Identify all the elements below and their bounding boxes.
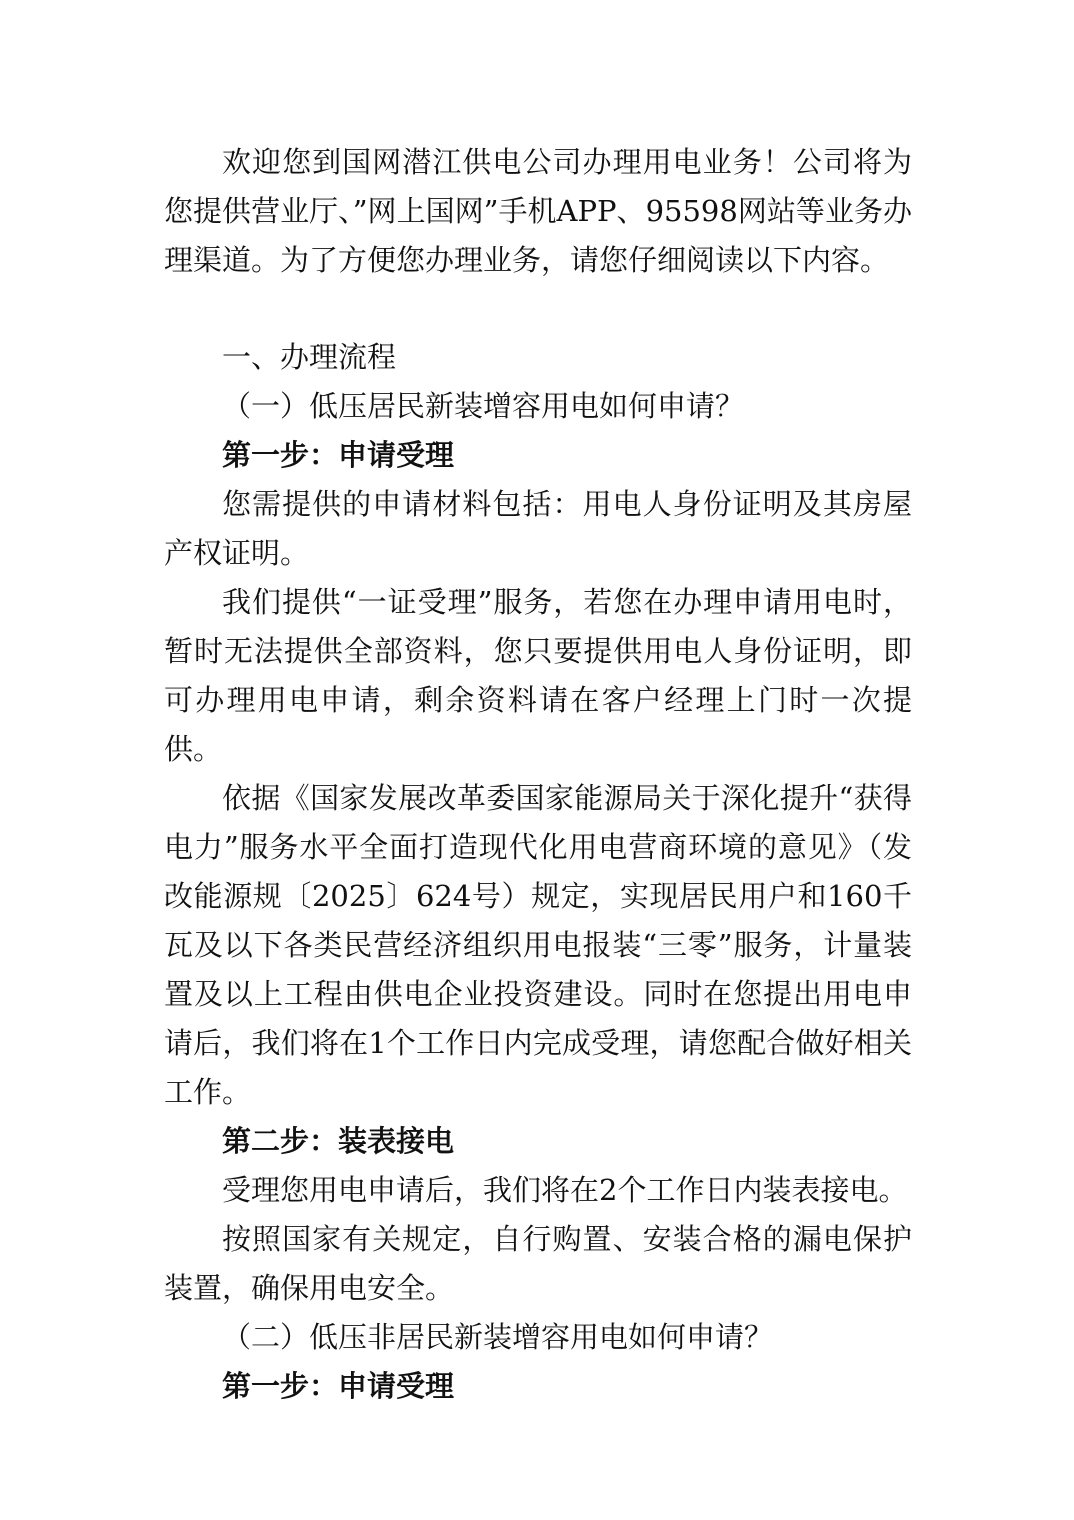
section-title: 一、办理流程 <box>222 340 397 374</box>
paragraph: 按照国家有关规定，自行购置、安装合格的漏电保护装置，确保用电安全。 <box>164 1222 912 1305</box>
step-title-apply: 第一步：申请受理 <box>222 438 455 472</box>
step-title-apply-2: 第一步：申请受理 <box>222 1369 455 1403</box>
spacer <box>164 285 912 333</box>
paragraph: 受理您用电申请后，我们将在2个工作日内装表接电。 <box>222 1173 908 1207</box>
document-page <box>164 138 912 1411</box>
paragraph: 您需提供的申请材料包括：用电人身份证明及其房屋产权证明。 <box>164 487 912 570</box>
subsection-title-1: （一）低压居民新装增容用电如何申请？ <box>222 389 745 423</box>
paragraph: 我们提供“一证受理”服务，若您在办理申请用电时，暂时无法提供全部资料，您只要提供用电人身份证明，即可办理用电申请，剩余资料请在客户经理上门时一次提供。 <box>164 585 912 766</box>
paragraph: 依据《国家发展改革委国家能源局关于深化提升“获得电力”服务水平全面打造现代化用电营商环境的意见》（发改能源规〔2025〕624号）规定，实现居民用户和160千瓦及以下各类民营经济组织用电报装“三零”服务，计量装置及以上工程由供电企业投资建设。同时在您提出用电申请后，我们将在1个工作日内完成受理，请您配合做好相关工作。 <box>164 781 912 1109</box>
step-title-install: 第二步：装表接电 <box>222 1124 455 1158</box>
subsection-title-2: （二）低压非居民新装增容用电如何申请？ <box>222 1320 774 1354</box>
intro-paragraph: 欢迎您到国网潜江供电公司办理用电业务！公司将为您提供营业厅、”网上国网”手机APP、95598网站等业务办理渠道。为了方便您办理业务，请您仔细阅读以下内容。 <box>164 145 912 277</box>
